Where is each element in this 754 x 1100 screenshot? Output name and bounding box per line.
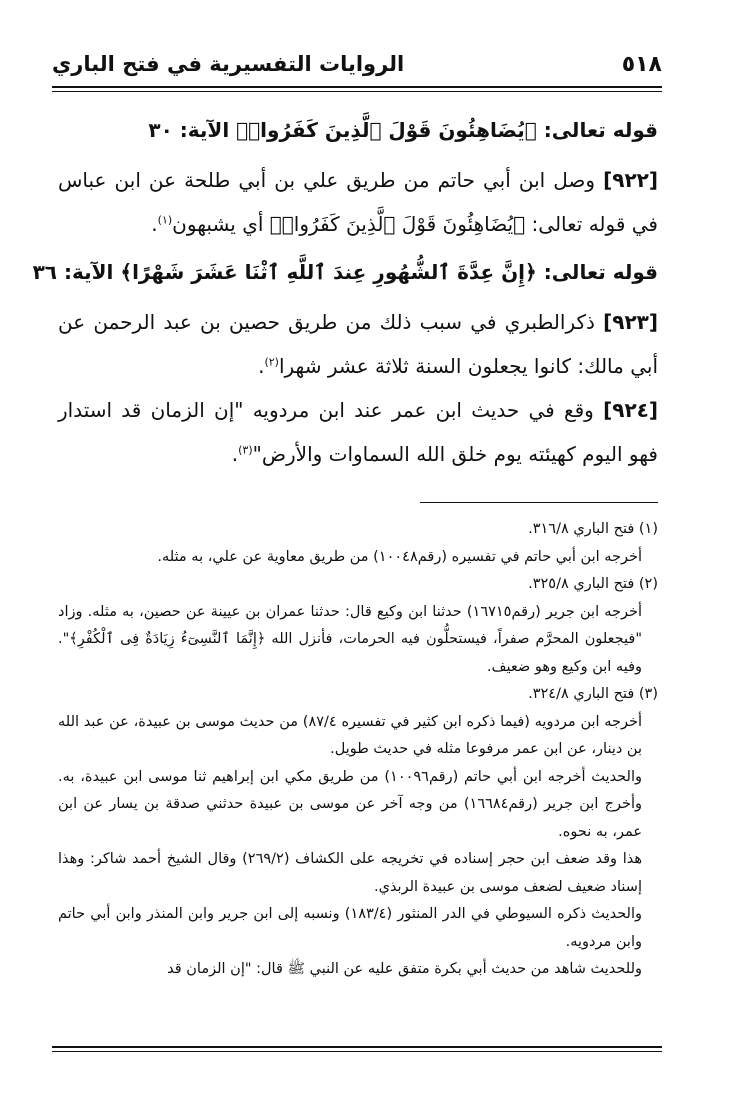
heading-prefix: قوله تعالى: <box>543 260 658 284</box>
footnote-text: أخرجه ابن مردويه (فيما ذكره ابن كثير في تفسيره ٨٧/٤) من حديث موسى بن عبيدة، عن عبد الله بن دينار، عن ابن عمر مرفوعا مثله في حديث طويل. <box>58 713 643 757</box>
verse-heading <box>32 250 658 300</box>
quran-quote: ﴿يُضَاهِئُونَ قَوْلَ ٱلَّذِينَ كَفَرُوا۟﴾ <box>269 212 526 236</box>
footnote-text: أخرجه ابن أبي حاتم في تفسيره (رقم١٠٠٤٨) من طريق معاوية عن علي، به مثله. <box>157 548 642 565</box>
paragraph-end: . <box>231 442 239 466</box>
page-number: ٥١٨ <box>621 52 662 77</box>
paragraph <box>58 388 658 476</box>
footnote-separator <box>420 502 658 503</box>
footnote-text: هذا وقد ضعف ابن حجر إسناده في تخريجه على الكشاف (٢٦٩/٢) وقال الشيخ أحمد شاكر: وهذا إسناد ضعيف لضعف موسى بن عبيدة الربذي. <box>58 851 642 895</box>
footnote-ref: (٢) فتح الباري ٣٢٥/٨. <box>528 576 658 592</box>
paragraph-text: ذكرالطبري في سبب ذلك من طريق حصين بن عبد الرحمن عن أبي مالك: كانوا يجعلون السنة ثلاثة عشر شهرا <box>58 310 658 378</box>
main-text <box>32 108 658 476</box>
footer-rule-thin <box>52 1051 662 1052</box>
paragraph-text: وقع في حديث ابن عمر عند ابن مردويه "إن الزمان قد استدار فهو اليوم كهيئته يوم خلق الله السماوات والأرض" <box>58 398 658 466</box>
footnote-marker: (٣) <box>238 443 253 457</box>
footer-rule <box>52 1046 662 1048</box>
footnote-marker: (٢) <box>264 355 279 369</box>
paragraph <box>58 300 658 388</box>
paragraph-text: وصل ابن أبي حاتم من طريق علي بن أبي طلحة عن ابن عباس في قوله تعالى: <box>58 168 658 236</box>
footnotes <box>58 516 658 984</box>
footnote-marker: (١) <box>157 213 173 227</box>
quran-quote: ﴿إِنَّ عِدَّةَ ٱلشُّهُورِ عِندَ ٱللَّهِ ٱثْنَا عَشَرَ شَهْرًا﴾ <box>120 260 537 284</box>
heading-prefix: قوله تعالى: <box>543 118 658 142</box>
heading-suffix: الآية: ٣٦ <box>32 260 114 284</box>
heading-suffix: الآية: ٣٠ <box>148 118 230 142</box>
page-header <box>52 48 662 86</box>
quran-quote: ﴿يُضَاهِئُونَ قَوْلَ ٱلَّذِينَ كَفَرُوا۟﴾ <box>236 118 537 142</box>
footnote-text: والحديث أخرجه ابن أبي حاتم (رقم١٠٠٩٦) من طريق مكي ابن إبراهيم ثنا موسى ابن عبيدة، به. وأخرج ابن جرير (رقم١٦٦٨٤) من وجه آخر عن موسى بن عبيدة حدثني صدقة بن يسار عن ابن عمر، به نحوه. <box>58 768 642 840</box>
paragraph-end: . <box>151 212 158 236</box>
paragraph-number: [٩٢٤] <box>603 398 658 422</box>
footnote-ref: (٣) فتح الباري ٣٢٤/٨. <box>528 686 658 702</box>
paragraph-text: أي يشبهون <box>172 212 264 236</box>
verse-heading <box>58 108 658 158</box>
paragraph-end: . <box>258 354 265 378</box>
running-title: الروايات التفسيرية في فتح الباري <box>52 52 405 76</box>
footnote-ref: (١) فتح الباري ٣١٦/٨. <box>528 521 658 537</box>
header-rule <box>52 86 662 88</box>
header-rule-thin <box>52 91 662 92</box>
footnote-text: وللحديث شاهد من حديث أبي بكرة متفق عليه عن النبي ﷺ قال: "إن الزمان قد <box>167 961 642 977</box>
paragraph-number: [٩٢٢] <box>603 168 658 192</box>
paragraph-number: [٩٢٣] <box>603 310 658 334</box>
paragraph <box>58 158 658 246</box>
footnote-text: أخرجه ابن جرير (رقم١٦٧١٥) حدثنا ابن وكيع قال: حدثنا عمران بن عيينة عن حصين، به مثله. وزاد "فيجعلون المحرَّم صفراً، فيستحلُّون فيه الحرمات، فأنزل الله ﴿إِنَّمَا ٱلنَّسِىٓءُ زِيَادَةٌ فِى ٱلْكُفْرِ﴾". وفيه ابن وكيع وهو ضعيف. <box>58 603 642 675</box>
footnote-text: والحديث ذكره السيوطي في الدر المنثور (١٨٣/٤) ونسبه إلى ابن جرير وابن المنذر وابن أبي حاتم وابن مردويه. <box>58 906 642 950</box>
